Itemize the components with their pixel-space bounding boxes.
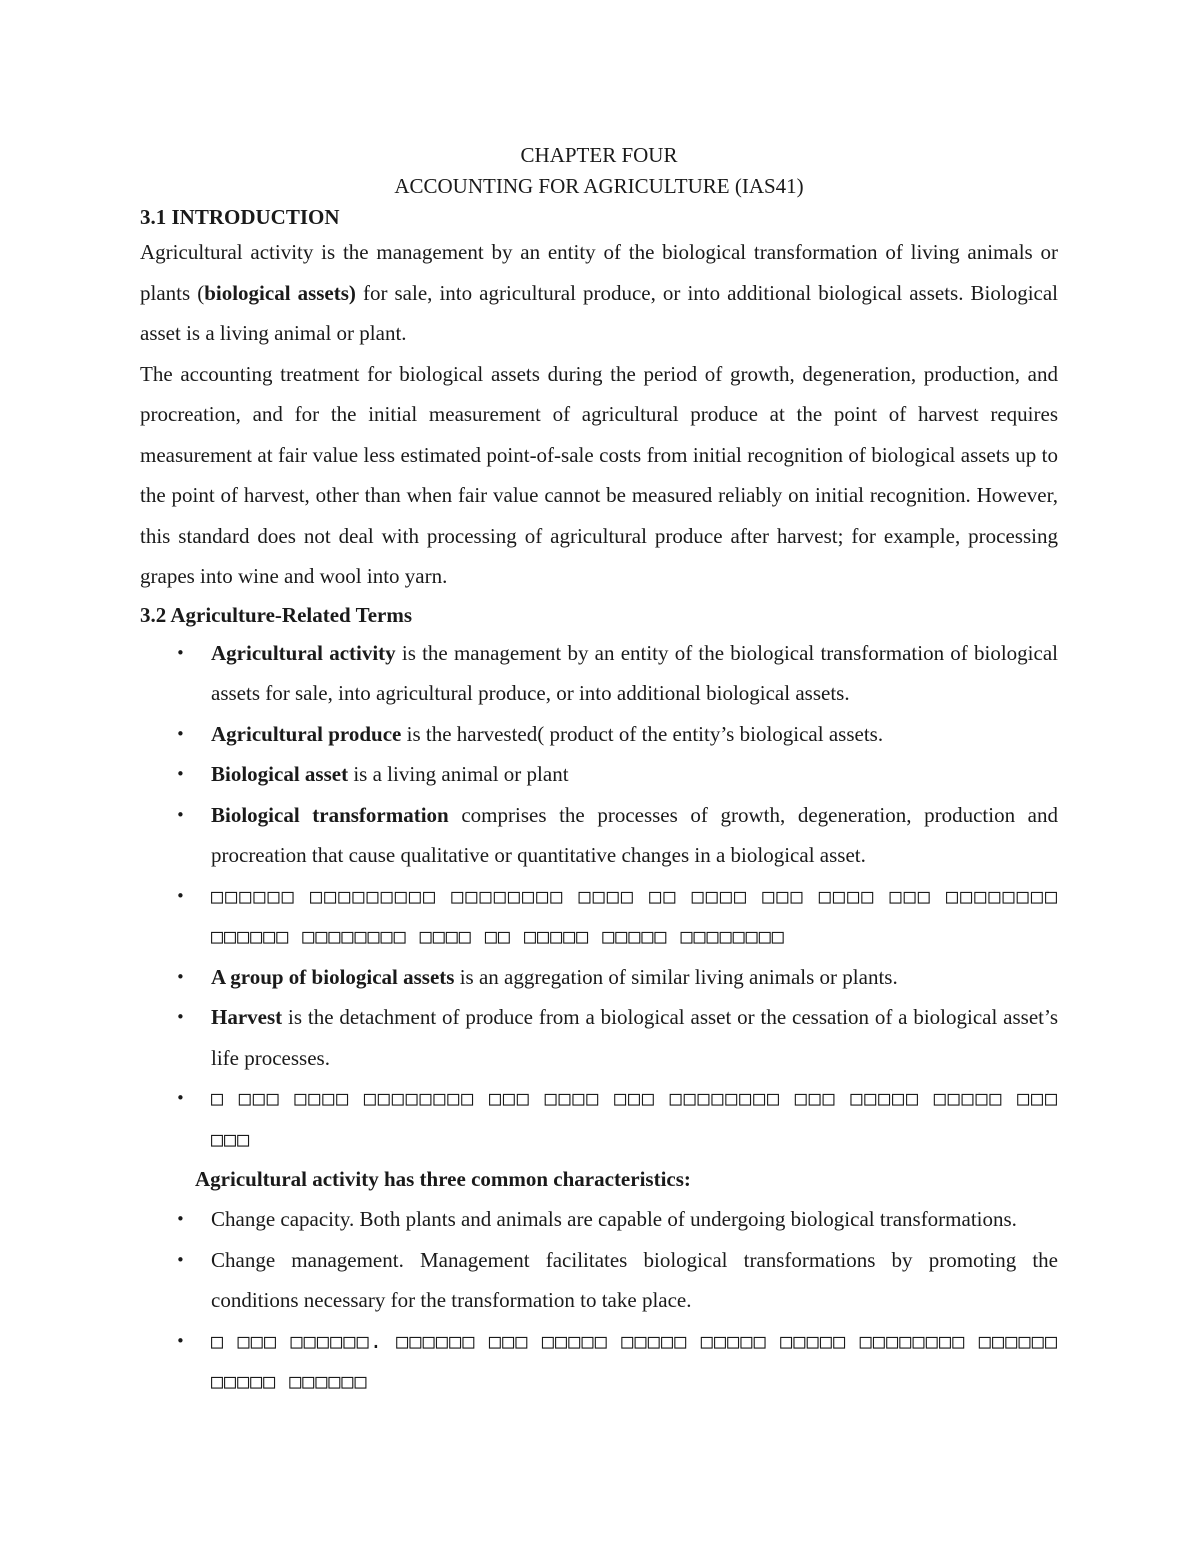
list-item: • □□□□□□ □□□□□□□□□ □□□□□□□□ □□□□ □□ □□□□ □□□ □□□□ □□□ □□□□□□□□ □□□□□□ □□□□□□□□ □□□□ □□ □□□□□ □□□□□ □□□□□□□□ [140,876,1058,957]
section-heading-terms: 3.2 Agriculture-Related Terms [140,602,412,627]
bullet-icon: • [176,1331,185,1350]
list-item: • Change management. Management facilitates biological transformations by promoting the conditions necessary for the transformation to take place. [140,1240,1058,1321]
list-item: • Biological transformation comprises the processes of growth, degeneration, production and procreation that cause qualitative or quantitative changes in a biological asset. [140,795,1058,876]
list-item: • Change capacity. Both plants and animals are capable of undergoing biological transformations. [140,1199,1058,1240]
bullet-icon: • [176,1210,185,1228]
list-item: • A group of biological assets is an aggregation of similar living animals or plants. [140,957,1058,998]
bullet-icon: • [176,967,185,986]
characteristics-heading: Agricultural activity has three common characteristics: [195,1167,691,1191]
terms-list [140,633,1058,1160]
list-item: • Agricultural activity is the management by an entity of the biological transformation of biological assets for sale, into agricultural produce, or into additional biological assets. [140,633,1058,714]
list-item: • □ □□□ □□□□ □□□□□□□□ □□□ □□□□ □□□ □□□□□□□□ □□□ □□□□□ □□□□□ □□□ □□□ [140,1078,1058,1159]
bullet-icon: • [176,805,185,824]
list-item: • Biological asset is a living animal or plant [140,754,1058,795]
intro-paragraph-2: The accounting treatment for biological assets during the period of growth, degeneration, production, and procreation, and for the initial measurement of agricultural produce at the point of harvest requires measurement at fair value less estimated point-of-sale costs from initial recognition of biological assets up to the point of harvest, other than when fair value cannot be measured reliably on initial recognition. However, this standard does not deal with processing of agricultural produce after harvest; for example, processing grapes into wine and wool into yarn. [140,361,1058,588]
list-item: • □ □□□ □□□□□□. □□□□□□ □□□ □□□□□ □□□□□ □□□□□ □□□□□ □□□□□□□□ □□□□□□ □□□□□ □□□□□□ [140,1321,1058,1402]
characteristics-list [140,1199,1058,1402]
list-item: • Agricultural produce is the harvested( product of the entity’s biological assets. [140,714,1058,755]
bullet-icon: • [176,886,185,905]
bullet-icon: • [176,724,185,743]
chapter-title: ACCOUNTING FOR AGRICULTURE (IAS41) [394,174,804,198]
chapter-number: CHAPTER FOUR [520,143,678,167]
section-heading-introduction: 3.1 INTRODUCTION [140,205,340,229]
bullet-icon: • [176,1008,185,1026]
intro-paragraph-1: Agricultural activity is the management by an entity of the biological transformation of living animals or plants (biological assets) for sale, into agricultural produce, or into additional biological assets. Biological asset is a living animal or plant. [140,240,1058,345]
bullet-icon: • [176,1250,185,1269]
document-page [140,140,1058,1402]
bullet-icon: • [176,643,185,662]
bullet-icon: • [176,765,185,783]
bullet-icon: • [176,1089,185,1107]
list-item: • Harvest is the detachment of produce from a biological asset or the cessation of a biological asset’s life processes. [140,997,1058,1078]
